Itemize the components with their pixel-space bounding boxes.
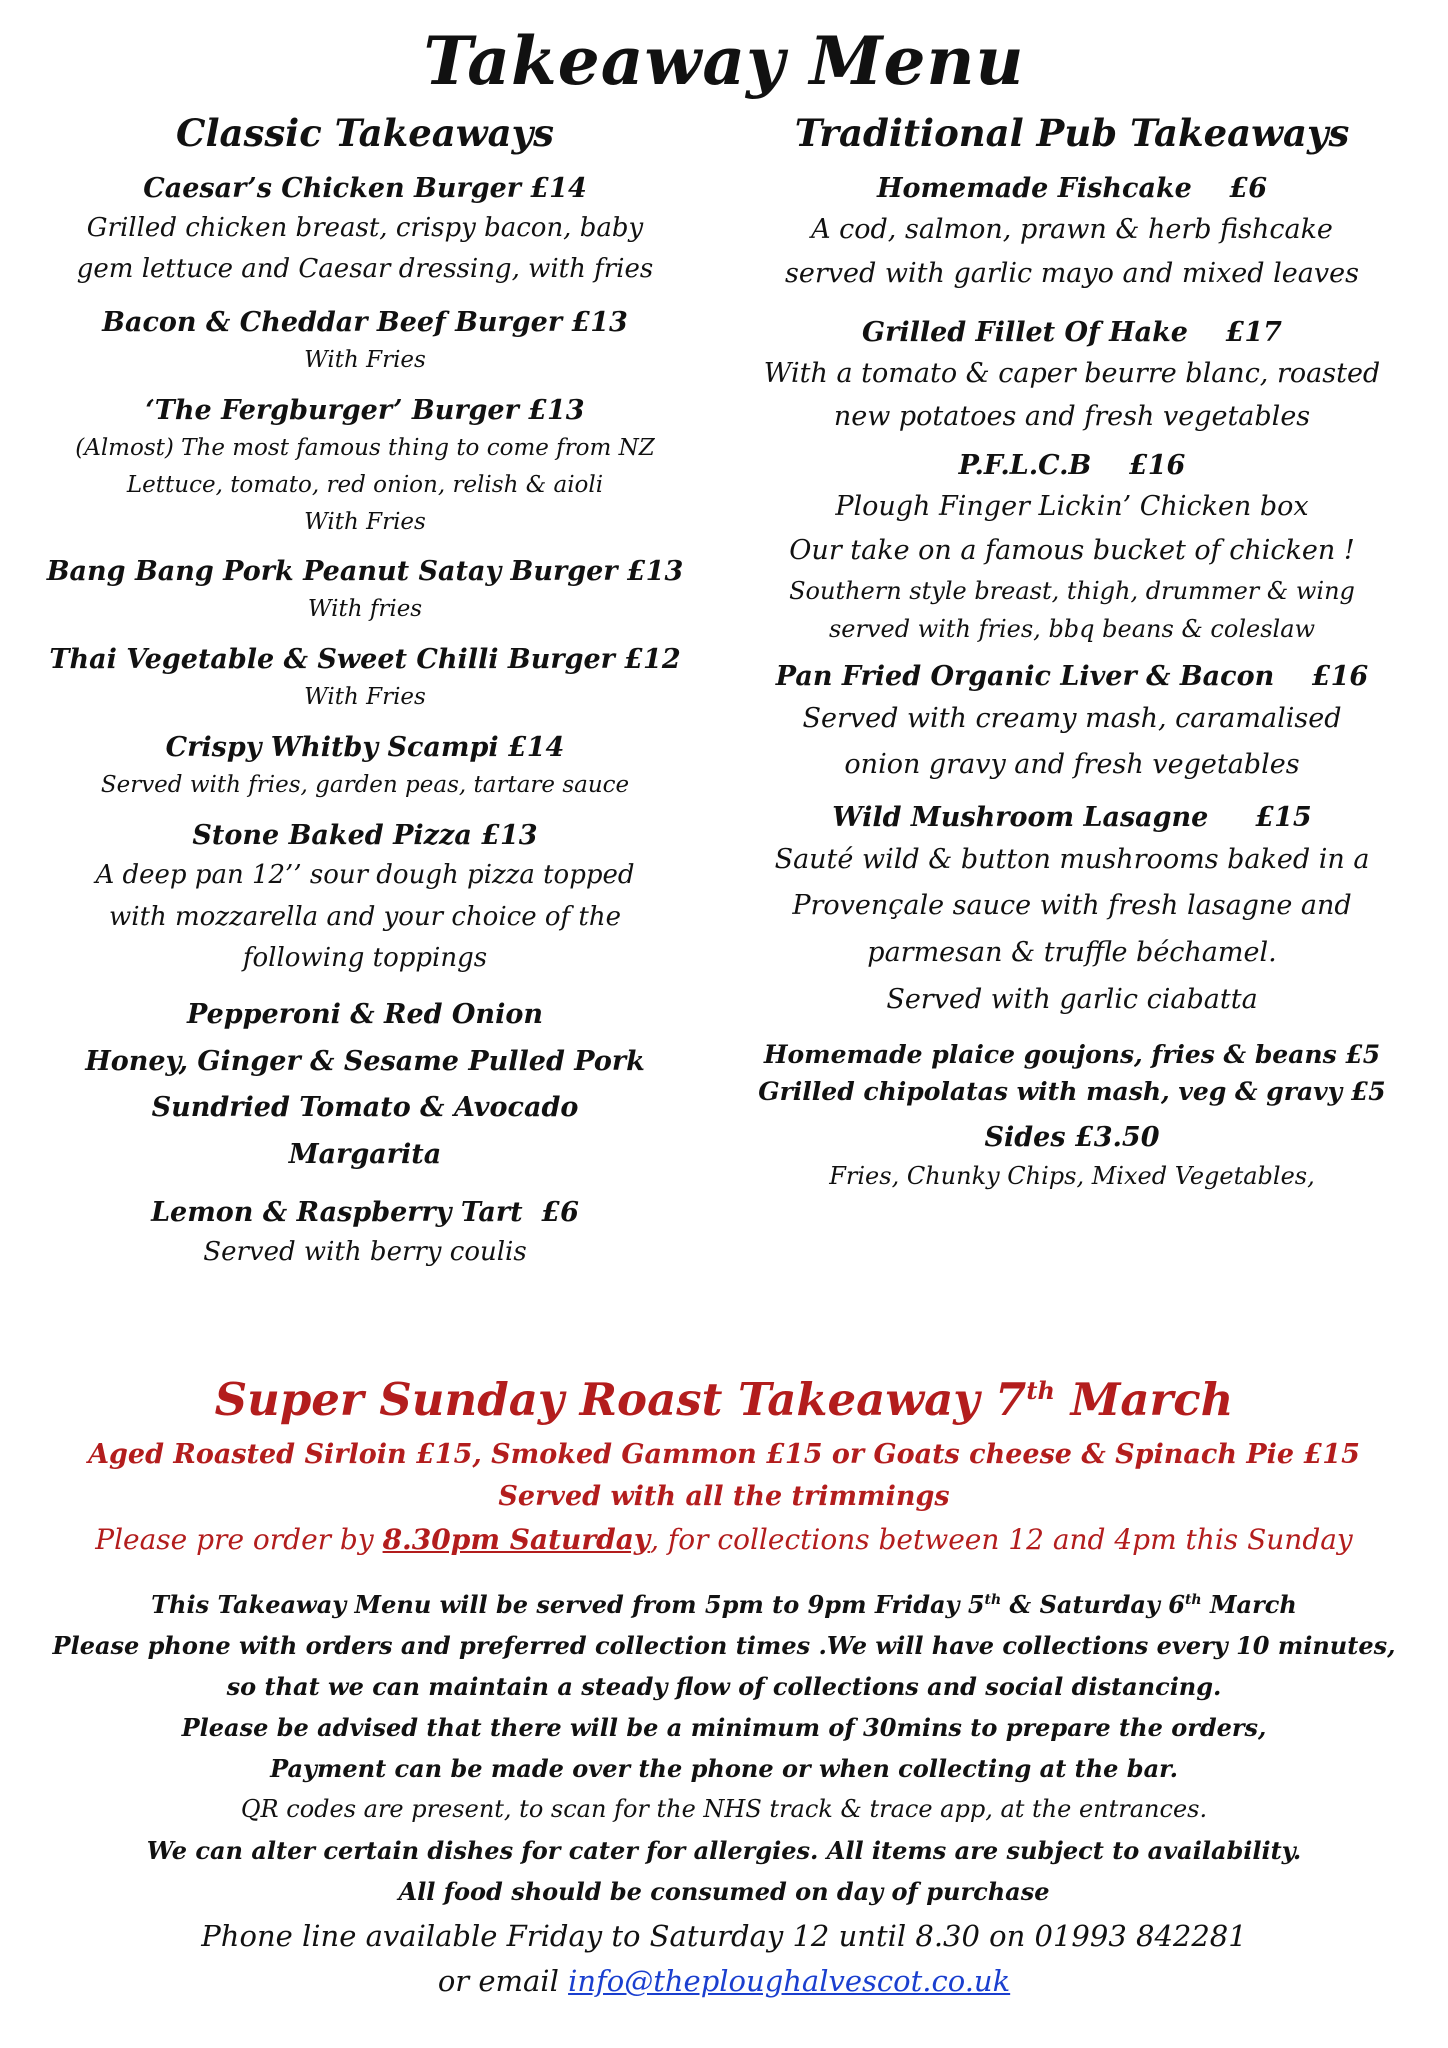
info-line: Please be advised that there will be a minimum of 30mins to prepare the orders,	[181, 1713, 1267, 1743]
item-description: Sauté wild & button mushrooms baked in a Provençale sauce with fresh lasagne and parmesan & truffle béchamel. Served with garlic ciabatta	[774, 843, 1370, 1015]
menu-item	[716, 798, 1428, 1024]
info-suffix: th	[1184, 1592, 1202, 1608]
menu-title: Takeaway Menu	[423, 22, 1025, 100]
menu-item	[20, 816, 710, 980]
pub-takeaways-heading: Traditional Pub Takeaways	[794, 111, 1350, 155]
item-description: A deep pan 12’’ sour dough pizza topped with mozzarella and your choice of the following toppings	[95, 860, 635, 974]
item-description: Southern style breast, thigh, drummer & wing served with fries, bbq beans & coleslaw	[789, 576, 1355, 644]
info-line: so that we can maintain a steady flow of collections and social distancing.	[226, 1672, 1222, 1702]
info-line: Please phone with orders and preferred collection times .We will have collections every 10 minutes,	[52, 1631, 1396, 1661]
info-line: Payment can be made over the phone or when collecting at the bar.	[270, 1754, 1178, 1784]
classic-takeaways-column	[20, 112, 710, 1286]
sunday-roast-title	[0, 1372, 1448, 1428]
classic-takeaways-heading: Classic Takeaways	[176, 111, 554, 155]
item-name: Caesar’s Chicken Burger £14	[143, 172, 587, 204]
item-name: ‘The Fergburger’ Burger £13	[145, 394, 585, 426]
pub-takeaways-column	[716, 112, 1428, 1208]
item-name: Sides £3.50	[984, 1121, 1160, 1153]
sunday-roast-section	[0, 1372, 1448, 1561]
menu-item	[20, 303, 710, 379]
item-name: Lemon & Raspberry Tart £6	[151, 1196, 579, 1228]
item-name: Wild Mushroom Lasagne £15	[832, 801, 1312, 833]
topping: Pepperoni & Red Onion	[187, 999, 543, 1031]
menu-item	[20, 1193, 710, 1274]
item-description: Served with creamy mash, caramalised onion gravy and fresh vegetables	[802, 702, 1342, 780]
menu-item	[20, 391, 710, 541]
info-text: March	[1201, 1590, 1297, 1619]
item-description: Served with berry coulis	[203, 1237, 527, 1268]
item-description: Fries, Chunky Chips, Mixed Vegetables,	[829, 1162, 1315, 1191]
menu-item	[716, 313, 1428, 439]
menu-item	[716, 169, 1428, 297]
item-name: Homemade plaice goujons, fries & beans £5	[763, 1040, 1381, 1070]
info-text: This Takeaway Menu will be served from 5pm to 9pm Friday 5	[151, 1590, 985, 1619]
sunday-roast-trimmings: Served with all the trimmings	[498, 1481, 950, 1513]
kids-options	[716, 1037, 1428, 1110]
topping: Margarita	[288, 1139, 442, 1171]
item-name: Crispy Whitby Scampi £14	[165, 732, 565, 764]
info-line: All food should be consumed on day of purchase	[398, 1877, 1050, 1907]
pizza-toppings	[20, 992, 710, 1179]
sunday-preorder-note	[0, 1518, 1448, 1561]
item-description: With fries	[307, 596, 423, 623]
info-line	[0, 1584, 1448, 1625]
preorder-deadline: 8.30pm Saturday	[382, 1522, 651, 1556]
topping: Sundried Tomato & Avocado	[151, 1092, 579, 1124]
item-description: A cod, salmon, prawn & herb fishcake served with garlic mayo and mixed leaves	[785, 213, 1359, 290]
item-name: Thai Vegetable & Sweet Chilli Burger £12	[49, 644, 681, 676]
info-line: QR codes are present, to scan for the NHS track & trace app, at the entrances.	[240, 1795, 1208, 1824]
item-name: Stone Baked Pizza £13	[192, 820, 538, 852]
item-description: Grilled chicken breast, crispy bacon, baby gem lettuce and Caesar dressing, with fries	[76, 212, 654, 285]
item-description: Served with fries, garden peas, tartare sauce	[100, 772, 630, 799]
topping: Honey, Ginger & Sesame Pulled Pork	[85, 1045, 645, 1077]
info-text: & Saturday 6	[1001, 1590, 1185, 1619]
item-description: Plough Finger Lickin’ Chicken box Our take on a famous bucket of chicken !	[789, 491, 1355, 566]
preorder-text: , for collections between 12 and 4pm this Sunday	[650, 1522, 1353, 1556]
menu-item	[20, 728, 710, 804]
menu-item	[20, 640, 710, 716]
email-prefix: or email	[437, 1964, 569, 1999]
item-description: With Fries	[304, 684, 426, 711]
menu-item-sides	[716, 1118, 1428, 1196]
menu-item	[20, 169, 710, 291]
info-line: We can alter certain dishes for cater for allergies. All items are subject to availability.	[146, 1836, 1302, 1866]
item-name: Grilled chipolatas with mash, veg & gravy £5	[758, 1076, 1386, 1106]
item-description: With a tomato & caper beurre blanc, roasted new potatoes and fresh vegetables	[763, 357, 1381, 433]
info-suffix: th	[984, 1592, 1002, 1608]
email-line	[0, 1959, 1448, 2004]
menu-item	[20, 552, 710, 628]
item-description: With Fries	[304, 347, 426, 374]
menu-item	[716, 446, 1428, 648]
item-description: (Almost) The most famous thing to come from NZ Lettuce, tomato, red onion, relish & aioli With Fries	[75, 434, 655, 535]
email-link[interactable]: info@theploughalvescot.co.uk	[568, 1964, 1011, 1999]
preorder-text: Please pre order by	[95, 1522, 383, 1556]
sunday-title-month: March	[1054, 1373, 1234, 1426]
takeaway-info-section	[0, 1584, 1448, 2004]
item-name: P.F.L.C.B £16	[958, 450, 1186, 482]
sunday-roast-options: Aged Roasted Sirloin £15, Smoked Gammon £15 or Goats cheese & Spinach Pie £15	[88, 1439, 1360, 1471]
item-name: Pan Fried Organic Liver & Bacon £16	[775, 660, 1369, 692]
item-name: Bang Bang Pork Peanut Satay Burger £13	[46, 556, 684, 588]
phone-line: Phone line available Friday to Saturday 12 until 8.30 on 01993 842281	[201, 1919, 1247, 1954]
menu-item	[716, 657, 1428, 788]
item-name: Bacon & Cheddar Beef Burger £13	[102, 306, 628, 338]
item-name: Grilled Fillet Of Hake £17	[862, 316, 1282, 348]
sunday-title-suffix: th	[1026, 1376, 1055, 1405]
item-name: Homemade Fishcake £6	[876, 172, 1268, 204]
sunday-title-text: Super Sunday Roast Takeaway 7	[214, 1373, 1027, 1426]
